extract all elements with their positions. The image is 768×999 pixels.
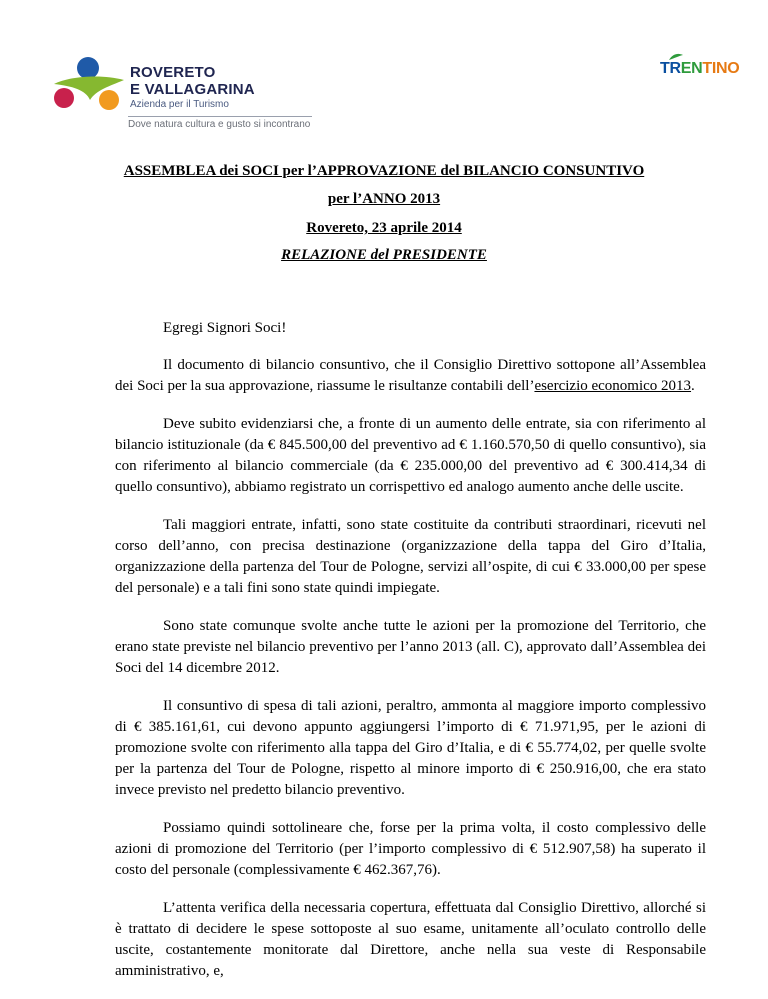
trentino-logo	[660, 60, 739, 78]
paragraph-1-end: .	[691, 378, 695, 394]
logo-tagline: Dove natura cultura e gusto si incontrano	[128, 119, 311, 130]
logo-figure-icon	[52, 56, 130, 124]
paragraph-7: L’attenta verifica della necessaria copertura, effettuata dal Consiglio Direttivo, allorché si è trattato di decidere le spese sottoposte al suo esame, unitamente all’oculato controllo delle uscite, costantemente monitorate dal Direttore, anche nella sua veste di Responsabile amministrativo, e,	[115, 900, 706, 979]
paragraph-5: Il consuntivo di spesa di tali azioni, peraltro, ammonta al maggiore importo complessivo di € 385.161,61, cui devono appunto aggiungersi l’importo di € 71.971,95, per le azioni di promozione svolte con riferimento alla tappa del Giro d’Italia, e di € 55.774,02, per quelle svolte per la partenza del Tour de Pologne, rispetto al minore importo di € 250.916,00, che era stato invece previsto nel predetto bilancio preventivo.	[115, 698, 706, 798]
greeting: Egregi Signori Soci!	[163, 320, 287, 336]
logo-line2: E VALLAGARINA	[130, 81, 255, 98]
paragraph-1	[115, 355, 706, 397]
paragraph-3: Tali maggiori entrate, infatti, sono state costituite da contributi straordinari, ricevuti nel corso dell’anno, con precisa destinazione (organizzazione della tappa del Giro d’Italia, organizzazione della partenza del Tour de Pologne, servizi all’ospite, di cui € 33.000,00 per spese del personale) e a tali fini sono state quindi impiegate.	[115, 517, 706, 596]
document-year: per l’ANNO 2013	[327, 191, 441, 207]
document-subtitle: RELAZIONE del PRESIDENTE	[281, 247, 487, 263]
paragraph-1-text: Il documento di bilancio consuntivo, che il Consiglio Direttivo sottopone all’Assemblea dei Soci per la sua approvazione, riassume le risultanze contabili dell’	[115, 357, 706, 394]
paragraph-4: Sono state comunque svolte anche tutte le azioni per la promozione del Territorio, che erano state previste nel bilancio preventivo per l’anno 2013 (all. C), approvato dall’Assemblea dei Soci del 14 dicembre 2012.	[115, 618, 706, 676]
body-text	[115, 355, 706, 999]
logo-text	[130, 64, 255, 111]
logo-divider	[128, 116, 312, 117]
trentino-logo-part1: TR	[660, 60, 681, 77]
trentino-logo-part3: TINO	[702, 60, 740, 77]
apt-logo	[52, 56, 322, 136]
paragraph-1-underlined: esercizio economico 2013	[534, 378, 692, 394]
logo-line1: ROVERETO	[130, 64, 216, 81]
trentino-logo-part2: EN	[680, 60, 703, 77]
paragraph-6: Possiamo quindi sottolineare che, forse per la prima volta, il costo complessivo delle azioni di promozione del Territorio (per l’importo complessivo di € 512.907,58) ha superato il costo del personale (complessivamente € 462.367,76).	[115, 820, 706, 878]
document-date: Rovereto, 23 aprile 2014	[306, 220, 462, 236]
document-title: ASSEMBLEA dei SOCI per l’APPROVAZIONE del BILANCIO CONSUNTIVO	[123, 163, 645, 179]
paragraph-2: Deve subito evidenziarsi che, a fronte di un aumento delle entrate, sia con riferimento al bilancio istituzionale (da € 845.500,00 del preventivo ad € 1.160.570,50 di quello consuntivo), sia con riferimento al bilancio commerciale (da € 235.000,00 del preventivo ad € 300.414,34 di quello consuntivo), abbiamo registrato un corrispettivo ed analogo aumento anche delle uscite.	[115, 416, 706, 495]
logo-subtitle: Azienda per il Turismo	[130, 99, 229, 110]
